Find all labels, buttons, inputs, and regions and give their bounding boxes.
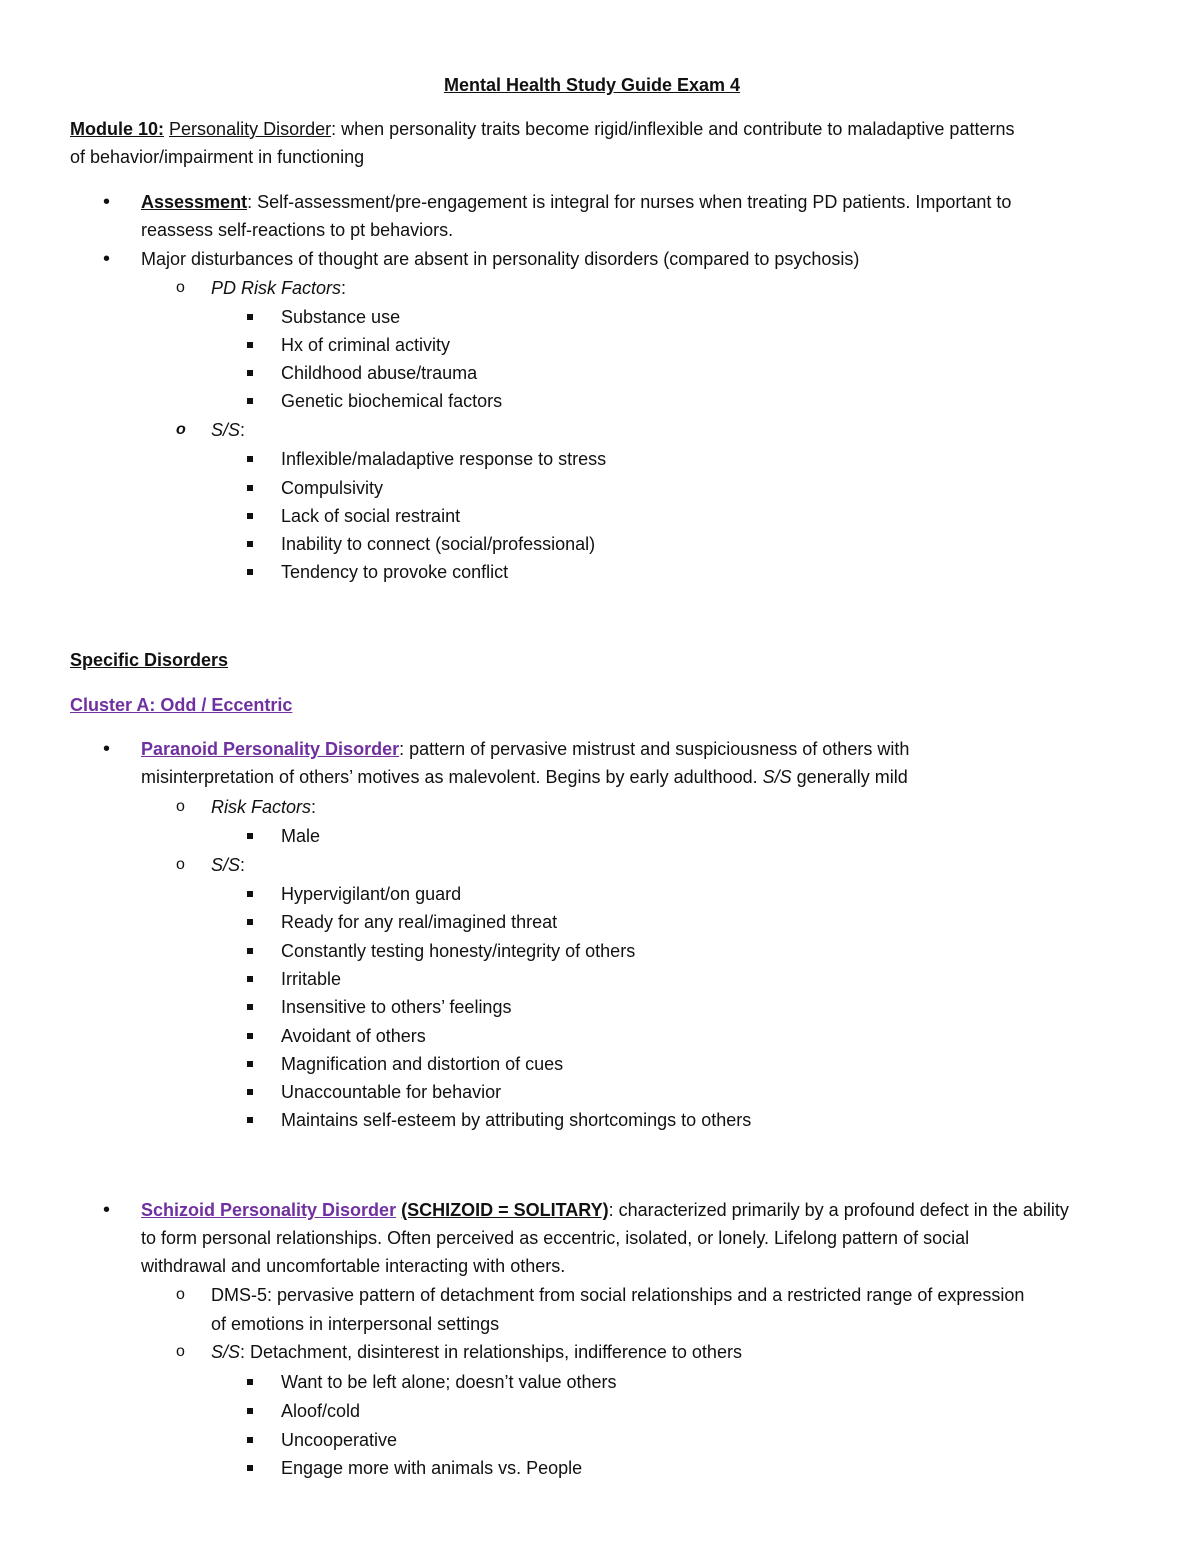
square-bullet-icon <box>247 370 253 376</box>
pd-risk-label: PD Risk Factors: <box>211 278 347 298</box>
list-item: Uncooperative <box>281 1430 398 1450</box>
schizoid-line1: Schizoid Personality Disorder (SCHIZOID = SOLITARY): characterized primarily by a profound defect in the ability <box>141 1200 1069 1220</box>
list-item: Insensitive to others’ feelings <box>281 997 512 1017</box>
list-item: Ready for any real/imagined threat <box>281 912 558 932</box>
circle-bullet-icon: o <box>176 279 185 296</box>
paranoid-risk-label: Risk Factors: <box>211 797 317 817</box>
module-intro-line1: Module 10: Personality Disorder: when personality traits become rigid/inflexible and contribute to maladaptive patterns <box>70 119 1015 139</box>
bullet-icon: • <box>103 1199 111 1221</box>
square-bullet-icon <box>247 541 253 547</box>
square-bullet-icon <box>247 456 253 462</box>
list-item: Substance use <box>281 307 401 327</box>
bullet-icon: • <box>103 248 111 270</box>
major-disturbances: Major disturbances of thought are absent in personality disorders (compared to psychosis) <box>141 249 860 269</box>
square-bullet-icon <box>247 569 253 575</box>
specific-disorders-heading: Specific Disorders <box>70 650 229 670</box>
circle-bullet-icon: o <box>176 421 186 438</box>
bullet-icon: • <box>103 191 111 213</box>
circle-bullet-icon: o <box>176 798 185 815</box>
schizoid-ss-line: S/S: Detachment, disinterest in relationships, indifference to others <box>211 1342 742 1362</box>
page-title: Mental Health Study Guide Exam 4 <box>444 75 741 95</box>
list-item: Inability to connect (social/professional) <box>281 534 596 554</box>
list-item: Tendency to provoke conflict <box>281 562 509 582</box>
list-item: Genetic biochemical factors <box>281 391 503 411</box>
square-bullet-icon <box>247 1033 253 1039</box>
list-item: Lack of social restraint <box>281 506 461 526</box>
module-term: Personality Disorder <box>169 119 332 139</box>
square-bullet-icon <box>247 1004 253 1010</box>
square-bullet-icon <box>247 314 253 320</box>
square-bullet-icon <box>247 513 253 519</box>
module-label: Module 10: <box>70 119 165 139</box>
list-item: Constantly testing honesty/integrity of others <box>281 941 636 961</box>
schizoid-dsm-line2: of emotions in interpersonal settings <box>211 1314 500 1334</box>
square-bullet-icon <box>247 1061 253 1067</box>
schizoid-name: Schizoid Personality Disorder <box>141 1200 397 1220</box>
list-item: Hypervigilant/on guard <box>281 884 462 904</box>
square-bullet-icon <box>247 485 253 491</box>
list-item: Engage more with animals vs. People <box>281 1458 583 1478</box>
list-item: Unaccountable for behavior <box>281 1082 502 1102</box>
list-item: Hx of criminal activity <box>281 335 451 355</box>
list-item: Maintains self-esteem by attributing shortcomings to others <box>281 1110 752 1130</box>
list-item: Childhood abuse/trauma <box>281 363 478 383</box>
square-bullet-icon <box>247 1117 253 1123</box>
circle-bullet-icon: o <box>176 1343 185 1360</box>
square-bullet-icon <box>247 1408 253 1414</box>
assessment-line2: reassess self-reactions to pt behaviors. <box>141 220 454 240</box>
square-bullet-icon <box>247 919 253 925</box>
cluster-a-heading: Cluster A: Odd / Eccentric <box>70 695 293 715</box>
schizoid-line2: to form personal relationships. Often perceived as eccentric, isolated, or lonely. Lifelong pattern of social <box>141 1228 970 1248</box>
list-item: Avoidant of others <box>281 1026 426 1046</box>
module-intro-line2: of behavior/impairment in functioning <box>70 147 365 167</box>
square-bullet-icon <box>247 1465 253 1471</box>
assessment-line1: Assessment: Self-assessment/pre-engagement is integral for nurses when treating PD patients. Important to <box>141 192 1012 212</box>
list-item: Want to be left alone; doesn’t value others <box>281 1372 617 1392</box>
schizoid-dsm-line1: DMS-5: pervasive pattern of detachment from social relationships and a restricted range of expression <box>211 1285 1025 1305</box>
paranoid-name: Paranoid Personality Disorder <box>141 739 400 759</box>
bullet-icon: • <box>103 738 111 760</box>
ss-label: S/S: <box>211 420 246 440</box>
list-item: Aloof/cold <box>281 1401 361 1421</box>
square-bullet-icon <box>247 891 253 897</box>
square-bullet-icon <box>247 398 253 404</box>
square-bullet-icon <box>247 1379 253 1385</box>
square-bullet-icon <box>247 976 253 982</box>
square-bullet-icon <box>247 833 253 839</box>
schizoid-line3: withdrawal and uncomfortable interacting with others. <box>141 1256 566 1276</box>
assessment-label: Assessment <box>141 192 248 212</box>
paranoid-line1: Paranoid Personality Disorder: pattern of pervasive mistrust and suspiciousness of others with <box>141 739 910 759</box>
list-item: Male <box>281 826 321 846</box>
list-item: Compulsivity <box>281 478 384 498</box>
circle-bullet-icon: o <box>176 856 185 873</box>
square-bullet-icon <box>247 1437 253 1443</box>
square-bullet-icon <box>247 1089 253 1095</box>
list-item: Magnification and distortion of cues <box>281 1054 564 1074</box>
paranoid-ss-label: S/S: <box>211 855 246 875</box>
paranoid-line2: misinterpretation of others’ motives as malevolent. Begins by early adulthood. S/S generally mild <box>141 767 908 787</box>
square-bullet-icon <box>247 948 253 954</box>
circle-bullet-icon: o <box>176 1286 185 1303</box>
square-bullet-icon <box>247 342 253 348</box>
list-item: Inflexible/maladaptive response to stress <box>281 449 607 469</box>
list-item: Irritable <box>281 969 342 989</box>
schizoid-mnemonic: (SCHIZOID = SOLITARY) <box>401 1200 609 1220</box>
